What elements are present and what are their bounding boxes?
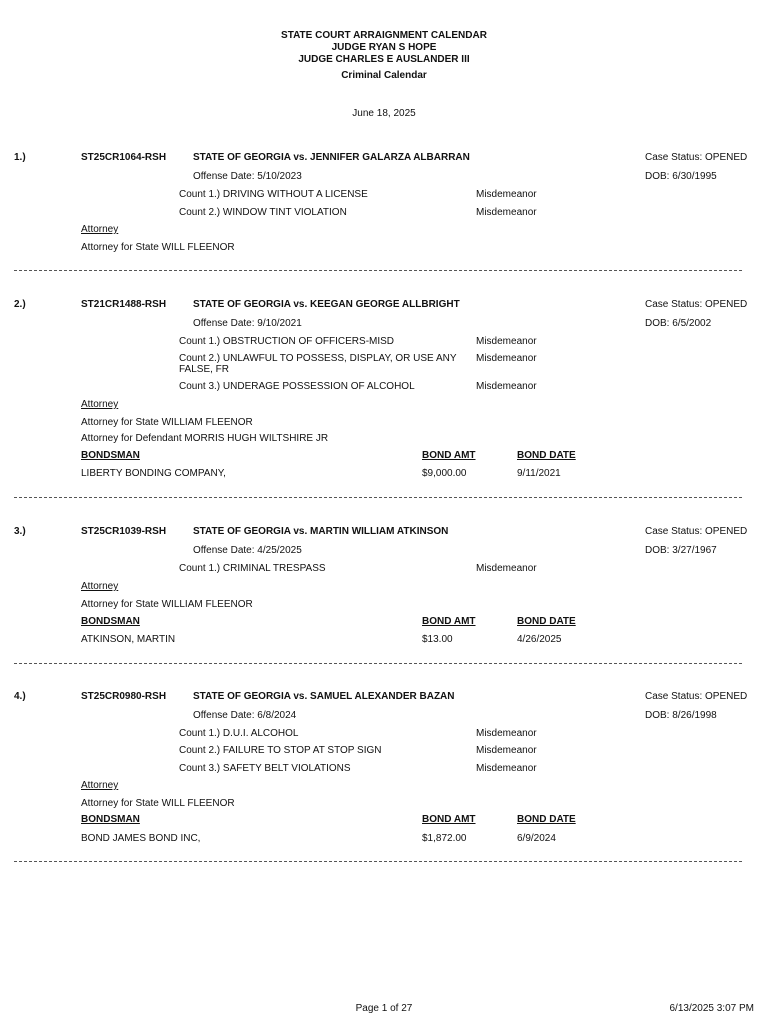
attorney-line: Attorney for State WILL FLEENOR [81, 798, 235, 809]
count-type: Misdemeanor [476, 763, 537, 774]
case-number: 3.) [14, 526, 26, 537]
case-entry [0, 691, 768, 851]
case-id: ST21CR1488-RSH [81, 299, 167, 310]
count-type: Misdemeanor [476, 336, 537, 347]
count-type: Misdemeanor [476, 207, 537, 218]
count-text: Count 2.) WINDOW TINT VIOLATION [179, 207, 347, 218]
attorney-line: Attorney for Defendant MORRIS HUGH WILTSHIRE JR [81, 433, 329, 444]
count-text: Count 2.) UNLAWFUL TO POSSESS, DISPLAY, OR USE ANY FALSE, FR [179, 353, 457, 375]
bondsman-name: ATKINSON, MARTIN [81, 634, 176, 645]
count-text: Count 1.) OBSTRUCTION OF OFFICERS-MISD [179, 336, 395, 347]
bond-amt-heading: BOND AMT [422, 814, 476, 825]
count-text: Count 1.) CRIMINAL TRESPASS [179, 563, 326, 574]
case-separator [14, 497, 742, 500]
case-entry [0, 152, 768, 272]
calendar-date: June 18, 2025 [352, 108, 416, 119]
attorney-line: Attorney for State WILLIAM FLEENOR [81, 417, 253, 428]
bond-date: 4/26/2025 [517, 634, 562, 645]
bondsman-name: BOND JAMES BOND INC, [81, 833, 201, 844]
dob: DOB: 8/26/1998 [645, 710, 717, 721]
bond-amt: $1,872.00 [422, 833, 467, 844]
case-number: 1.) [14, 152, 26, 163]
offense-date: Offense Date: 5/10/2023 [193, 171, 302, 182]
page-number: Page 1 of 27 [355, 1003, 413, 1014]
case-entry [0, 526, 768, 646]
bond-date: 9/11/2021 [517, 468, 561, 479]
bondsman-heading: BONDSMAN [81, 814, 140, 825]
case-id: ST25CR0980-RSH [81, 691, 167, 702]
case-status: Case Status: OPENED [645, 526, 748, 537]
attorney-heading: Attorney [81, 399, 119, 410]
case-status: Case Status: OPENED [645, 299, 748, 310]
attorney-line: Attorney for State WILL FLEENOR [81, 242, 235, 253]
dob: DOB: 6/30/1995 [645, 171, 717, 182]
calendar-type: Criminal Calendar [341, 70, 427, 81]
count-type: Misdemeanor [476, 381, 537, 392]
bond-amt-heading: BOND AMT [422, 450, 476, 461]
calendar-title: STATE COURT ARRAIGNMENT CALENDAR [281, 30, 487, 41]
count-type: Misdemeanor [476, 728, 537, 739]
judge-name: JUDGE RYAN S HOPE [331, 42, 437, 53]
attorney-line: Attorney for State WILLIAM FLEENOR [81, 599, 253, 610]
bond-date-heading: BOND DATE [517, 616, 576, 627]
attorney-heading: Attorney [81, 581, 119, 592]
offense-date: Offense Date: 9/10/2021 [193, 318, 302, 329]
bond-date-heading: BOND DATE [517, 450, 576, 461]
count-type: Misdemeanor [476, 563, 537, 574]
case-id: ST25CR1039-RSH [81, 526, 167, 537]
bondsman-name: LIBERTY BONDING COMPANY, [81, 468, 226, 479]
case-status: Case Status: OPENED [645, 152, 748, 163]
bondsman-heading: BONDSMAN [81, 616, 140, 627]
case-entry [0, 299, 768, 489]
case-number: 2.) [14, 299, 26, 310]
dob: DOB: 6/5/2002 [645, 318, 712, 329]
case-title: STATE OF GEORGIA vs. MARTIN WILLIAM ATKINSON [193, 526, 449, 537]
case-number: 4.) [14, 691, 26, 702]
count-text: Count 3.) SAFETY BELT VIOLATIONS [179, 763, 351, 774]
count-type: Misdemeanor [476, 189, 537, 200]
bond-date-heading: BOND DATE [517, 814, 576, 825]
case-title: STATE OF GEORGIA vs. SAMUEL ALEXANDER BAZAN [193, 691, 455, 702]
case-separator [14, 270, 742, 273]
count-type: Misdemeanor [476, 745, 537, 756]
print-timestamp: 6/13/2025 3:07 PM [669, 1003, 754, 1014]
count-type: Misdemeanor [476, 353, 537, 364]
count-text: Count 1.) DRIVING WITHOUT A LICENSE [179, 189, 368, 200]
case-title: STATE OF GEORGIA vs. JENNIFER GALARZA ALBARRAN [193, 152, 470, 163]
case-status: Case Status: OPENED [645, 691, 748, 702]
bond-date: 6/9/2024 [517, 833, 556, 844]
case-separator [14, 861, 742, 864]
count-text: Count 3.) UNDERAGE POSSESSION OF ALCOHOL [179, 381, 415, 392]
offense-date: Offense Date: 6/8/2024 [193, 710, 297, 721]
judge-name: JUDGE CHARLES E AUSLANDER III [298, 54, 470, 65]
count-text: Count 2.) FAILURE TO STOP AT STOP SIGN [179, 745, 382, 756]
bond-amt-heading: BOND AMT [422, 616, 476, 627]
bond-amt: $9,000.00 [422, 468, 467, 479]
offense-date: Offense Date: 4/25/2025 [193, 545, 302, 556]
attorney-heading: Attorney [81, 780, 119, 791]
case-id: ST25CR1064-RSH [81, 152, 167, 163]
case-separator [14, 663, 742, 666]
attorney-heading: Attorney [81, 224, 119, 235]
dob: DOB: 3/27/1967 [645, 545, 717, 556]
count-text: Count 1.) D.U.I. ALCOHOL [179, 728, 299, 739]
bondsman-heading: BONDSMAN [81, 450, 140, 461]
case-title: STATE OF GEORGIA vs. KEEGAN GEORGE ALLBRIGHT [193, 299, 460, 310]
bond-amt: $13.00 [422, 634, 453, 645]
